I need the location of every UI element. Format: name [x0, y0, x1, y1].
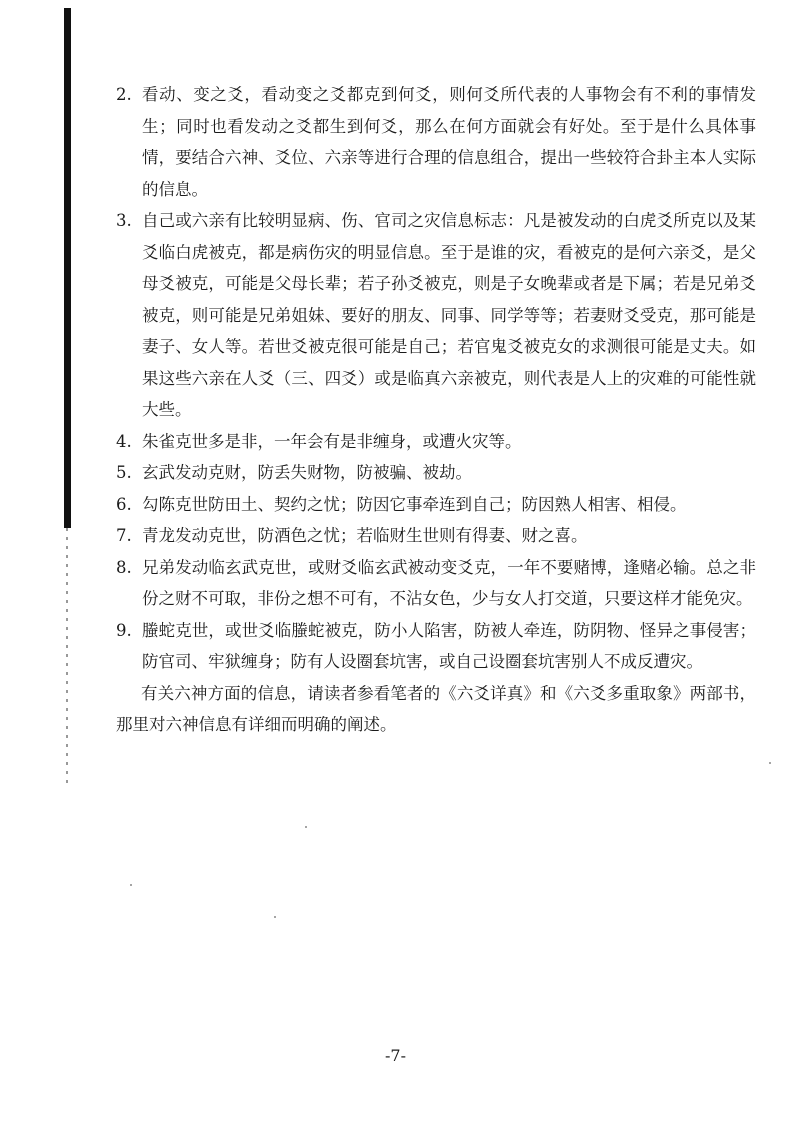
list-item: [116, 205, 756, 426]
scan-speck: [769, 762, 771, 764]
list-item: [116, 552, 756, 615]
list-item-number: 2.: [116, 85, 132, 104]
list-item-text: 勾陈克世防田土、契约之忧；防因它事牵连到自己；防因熟人相害、相侵。: [142, 494, 687, 514]
list-item-text: 玄武发动克财，防丢失财物，防被骗、被劫。: [142, 463, 472, 482]
list-item: [116, 79, 756, 205]
list-item-text: 朱雀克世多是非，一年会有是非缠身，或遭火灾等。: [142, 431, 522, 451]
list-item-number: 6.: [116, 494, 132, 514]
page-number: -7-: [385, 1046, 406, 1065]
list-item-number: 3.: [116, 211, 132, 230]
scan-speck: [305, 826, 307, 828]
list-item-text: 自己或六亲有比较明显病、伤、官司之灾信息标志：凡是被发动的白虎爻所克以及某爻临白虎被克，都是病伤灾的明显信息。至于是谁的灾，看被克的是何六亲爻，是父母爻被克，可能是父母长辈；若子孙爻被克，则是子女晚辈或者是下属；若是兄弟爻被克，则可能是兄弟姐妹、要好的朋友、同事、同学等等；若妻财爻受克，那可能是妻子、女人等。若世爻被克很可能是自己；若官鬼爻被克女的求测很可能是丈夫。如果这些六亲在人爻（三、四爻）或是临真六亲被克，则代表是人上的灾难的可能性就大些。: [142, 211, 756, 419]
list-item: [116, 489, 756, 521]
list-item-text: 看动、变之爻，看动变之爻都克到何爻，则何爻所代表的人事物会有不利的事情发生；同时也看发动之爻都生到何爻，那么在何方面就会有好处。至于是什么具体事情，要结合六神、爻位、六亲等进行合理的信息组合，提出一些较符合卦主本人实际的信息。: [142, 85, 756, 199]
binding-edge-shadow: [66, 528, 68, 788]
page-content: [116, 79, 756, 741]
scan-speck: [130, 884, 132, 886]
list-item-text: 螣蛇克世，或世爻临螣蛇被克，防小人陷害，防被人牵连，防阴物、怪异之事侵害；防官司、牢狱缠身；防有人设圈套坑害，或自己设圈套坑害别人不成反遭灾。: [142, 620, 756, 671]
scan-speck: [274, 916, 276, 918]
list-item: [116, 615, 756, 678]
closing-paragraph: 有关六神方面的信息，请读者参看笔者的《六爻详真》和《六爻多重取象》两部书，那里对六神信息有详细而明确的阐述。: [116, 683, 756, 734]
list-item: [116, 457, 756, 489]
list-item-number: 7.: [116, 526, 132, 545]
list-item-number: 4.: [116, 431, 132, 451]
list-item-number: 9.: [116, 620, 132, 640]
list-item-number: 5.: [116, 463, 132, 482]
list-item-number: 8.: [116, 557, 132, 577]
list-item: [116, 520, 756, 552]
list-item-text: 兄弟发动临玄武克世，或财爻临玄武被动变爻克，一年不要赌博，逢赌必输。总之非份之财不可取，非份之想不可有，不沾女色，少与女人打交道，只要这样才能免灾。: [142, 557, 756, 608]
binding-edge: [64, 8, 71, 528]
list-item: [116, 426, 756, 458]
list-item-text: 青龙发动克世，防酒色之忧；若临财生世则有得妻、财之喜。: [142, 526, 588, 545]
